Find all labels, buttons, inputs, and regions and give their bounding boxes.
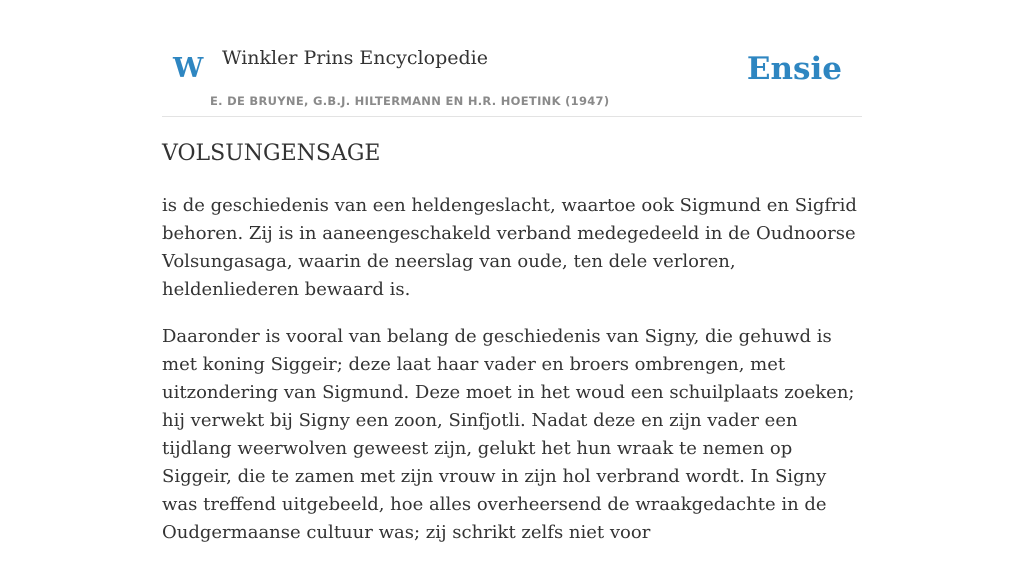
article-body [162,192,862,566]
authors-line: E. DE BRUYNE, G.B.J. HILTERMANN EN H.R. HOETINK (1947) [210,94,610,108]
article-title: VOLSUNGENSAGE [162,141,381,166]
article-paragraph: is de geschiedenis van een heldengeslacht, waartoe ook Sigmund en Sigfrid behoren. Zij is in aaneengeschakeld verband medegedeeld in de Oudnoorse Volsungasaga, waarin de neerslag van oude, ten dele verloren, heldenliederen bewaard is. [162,195,857,300]
article-paragraph: Daaronder is vooral van belang de geschiedenis van Signy, die gehuwd is met koning Siggeir; deze laat haar vader en broers ombrengen, met uitzondering van Sigmund. Deze moet in het woud een schuilplaats zoeken; hij verwekt bij Signy een zoon, Sinfjotli. Nadat deze en zijn vader een tijdlang weerwolven geweest zijn, gelukt het hun wraak te nemen op Siggeir, die te zamen met zijn vrouw in zijn hol verbrand wordt. In Signy was treffend uitgebeeld, hoe alles overheersend de wraakgedachte in de Oudgermaanse cultuur was; zij schrikt zelfs niet voor [162,326,855,543]
encyclopedia-title[interactable]: Winkler Prins Encyclopedie [222,47,488,69]
site-header [162,0,862,117]
winkler-prins-logo[interactable]: W [173,53,204,84]
ensie-logo[interactable]: Ensie [746,51,842,87]
